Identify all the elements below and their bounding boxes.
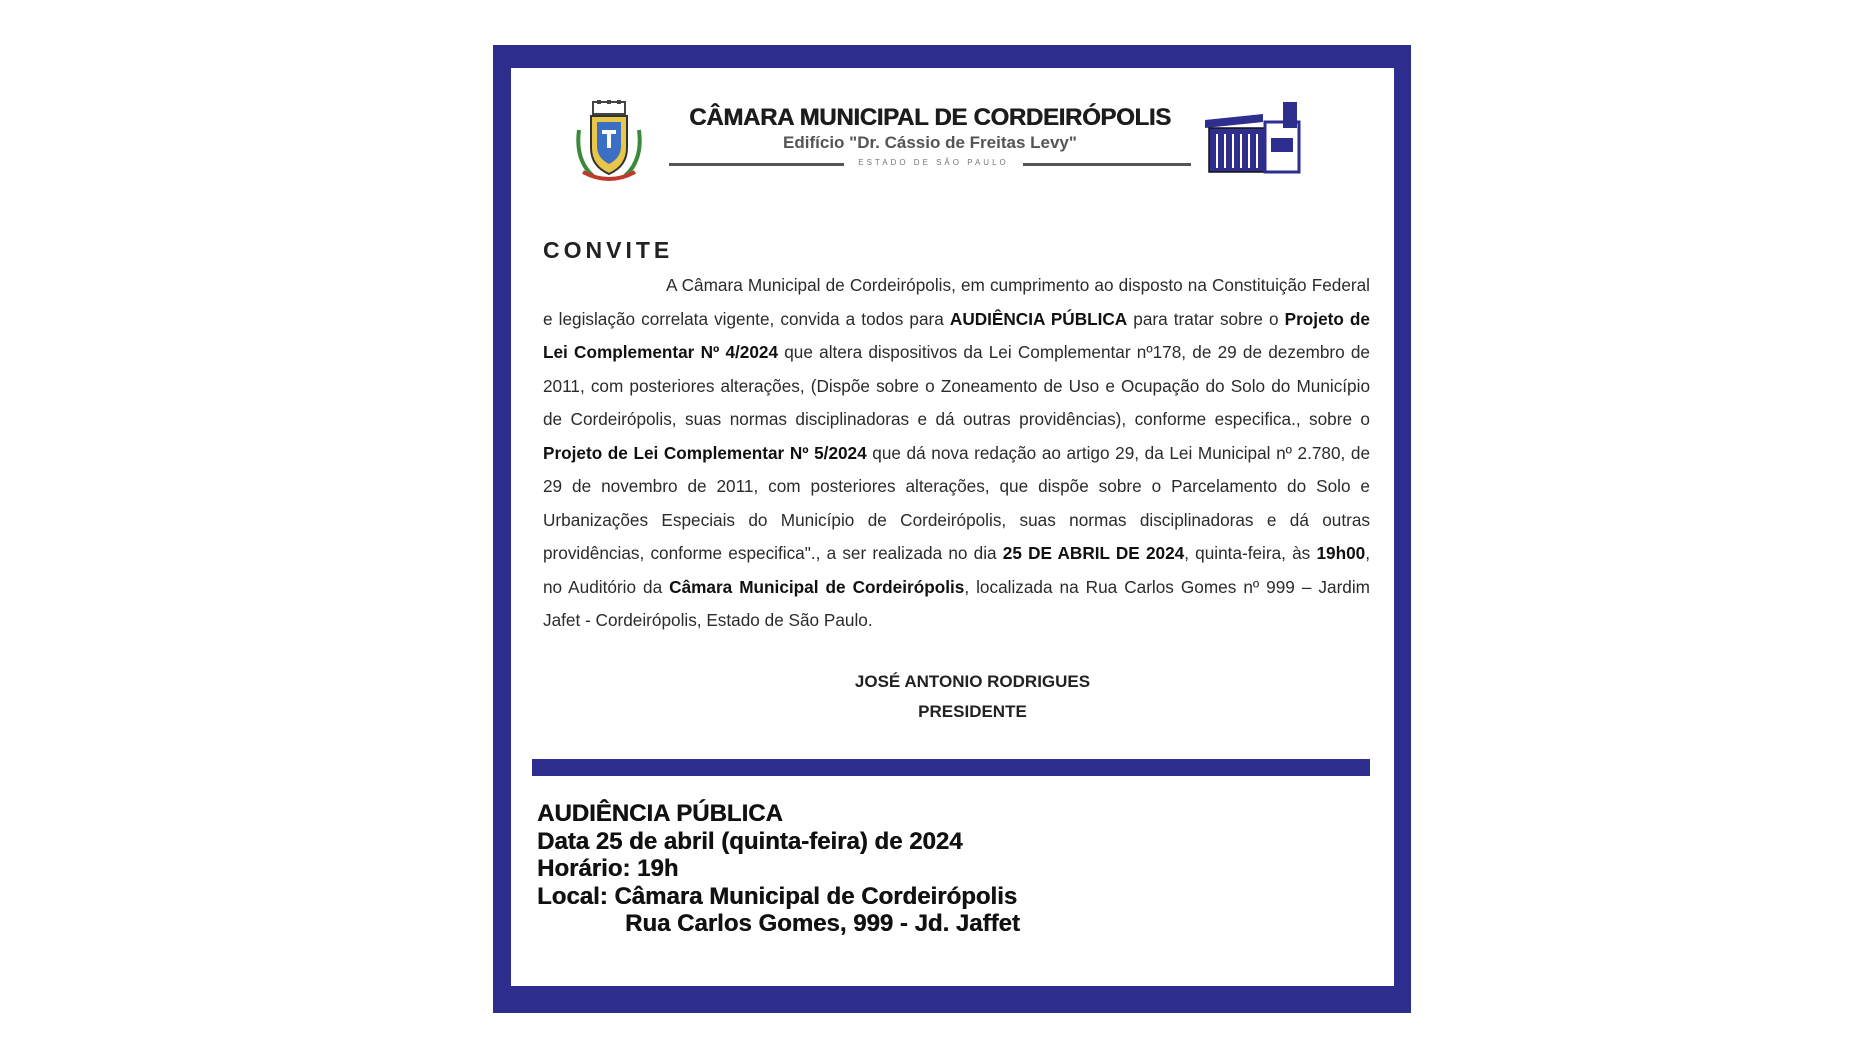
- document-frame: [493, 45, 1411, 1013]
- institution-title: CÂMARA MUNICIPAL DE CORDEIRÓPOLIS: [689, 104, 1171, 131]
- body-text-part: que dá nova redação ao artigo 29, da Lei Municipal nº 2.780, de 29 de novembro de 2011, com posteriores alterações, que dispõe sobre o Parcelamento do Solo e Urbanizações Especiais do Município de Cordeirópolis, suas normas disciplinadoras e dá outras providências, conforme especifica"., a ser realizada no dia: [543, 442, 1371, 563]
- body-bold-part: 19h00: [1316, 543, 1366, 563]
- chamber-building-logo-icon: [1203, 100, 1303, 176]
- body-bold-part: 25 DE ABRIL DE 2024: [1002, 543, 1185, 563]
- document-sheet: [511, 68, 1394, 986]
- header-rule-right: [1023, 163, 1191, 166]
- header-rule-left: [669, 163, 844, 166]
- body-bold-part: AUDIÊNCIA PÚBLICA: [949, 308, 1128, 329]
- signatory-role: PRESIDENTE: [918, 702, 1027, 721]
- summary-location: Local: Câmara Municipal de Cordeirópolis: [537, 882, 1018, 910]
- summary-address-row: [537, 910, 1020, 938]
- body-bold-part: Projeto de Lei Complementar Nº 5/2024: [543, 442, 867, 463]
- summary-time: Horário: 19h: [537, 855, 679, 882]
- invitation-heading: CONVITE: [543, 237, 674, 263]
- body-text-part: A Câmara Municipal de Cordeirópolis, em cumprimento ao disposto na Constituição Federal e legislação correlata vigente, convida a todos para: [543, 275, 1370, 329]
- building-subtitle: Edifício "Dr. Cássio de Freitas Levy": [783, 133, 1077, 152]
- body-text-part: , quinta-feira, às: [1184, 543, 1317, 563]
- body-bold-part: Câmara Municipal de Cordeirópolis: [669, 576, 965, 597]
- summary-event-title: AUDIÊNCIA PÚBLICA: [537, 800, 783, 827]
- event-summary: [537, 800, 1020, 938]
- summary-address: Rua Carlos Gomes, 999 - Jd. Jaffet: [625, 910, 1020, 937]
- body-text-part: , localizada na Rua Carlos Gomes nº 999 – Jardim Jafet - Cordeirópolis, Estado de São Paulo.: [543, 576, 1370, 630]
- section-divider: [532, 759, 1370, 776]
- municipal-coat-of-arms-icon: [573, 100, 645, 184]
- body-text-part: para tratar sobre o: [1127, 308, 1285, 329]
- summary-date: Data 25 de abril (quinta-feira) de 2024: [537, 827, 963, 855]
- invitation-body: [543, 269, 1370, 638]
- state-line: ESTADO DE SÃO PAULO: [858, 158, 1009, 167]
- body-text-part: que altera dispositivos da Lei Complementar nº178, de 29 de dezembro de 2011, com posteriores alterações, (Dispõe sobre o Zoneamento de Uso e Ocupação do Solo do Município de Cordeirópolis, suas normas disciplinadoras e dá outras providências), conforme especifica., sobre o: [543, 342, 1370, 429]
- body-text-part: , no Auditório da: [543, 543, 1370, 597]
- body-bold-part: Projeto de Lei Complementar Nº 4/2024: [543, 308, 1370, 362]
- signatory-name: JOSÉ ANTONIO RODRIGUES: [854, 672, 1091, 691]
